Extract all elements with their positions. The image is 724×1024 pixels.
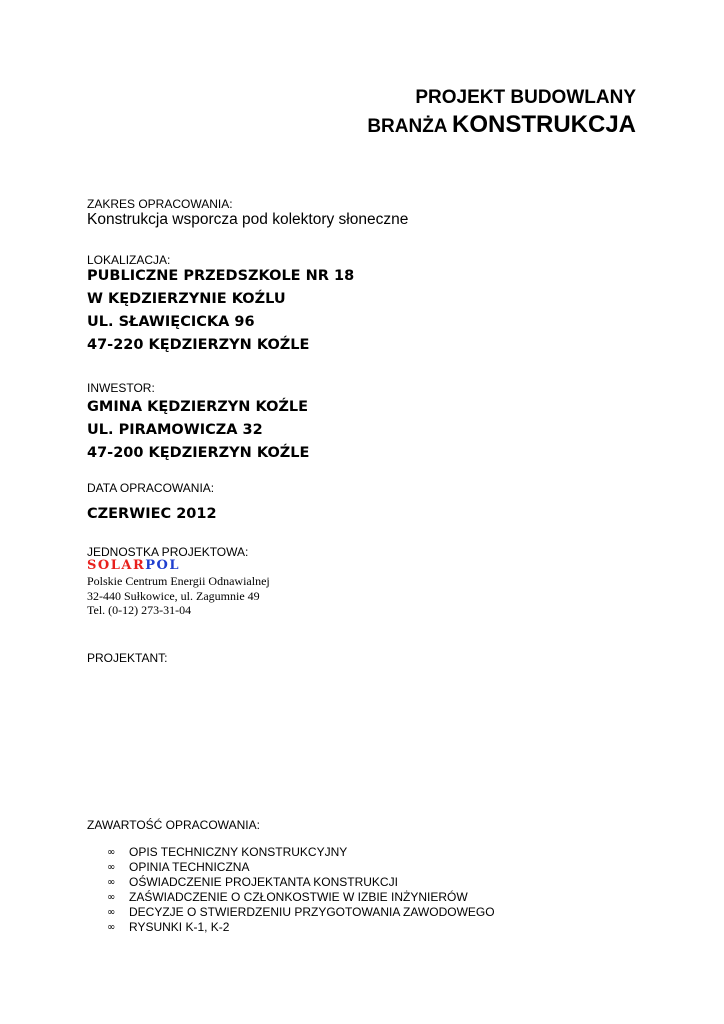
list-item	[107, 890, 495, 905]
contents-list	[107, 845, 495, 935]
list-item	[107, 905, 495, 920]
list-item-label: ZAŚWIADCZENIE O CZŁONKOSTWIE W IZBIE INŻYNIERÓW	[129, 890, 468, 904]
list-item-label: RYSUNKI K-1, K-2	[129, 920, 230, 934]
list-item	[107, 920, 495, 935]
list-item-label: OŚWIADCZENIE PROJEKTANTA KONSTRUKCJI	[129, 875, 398, 889]
infinity-bullet-icon: ∞	[107, 877, 116, 888]
infinity-bullet-icon: ∞	[107, 907, 116, 918]
list-item	[107, 845, 495, 860]
document-header	[367, 86, 636, 143]
header-line-2	[367, 110, 636, 143]
list-item	[107, 860, 495, 875]
company-address: 32-440 Sułkowice, ul. Zagumnie 49	[87, 588, 260, 603]
design-unit-label: JEDNOSTKA PROJEKTOWA:	[87, 545, 249, 559]
company-details	[87, 574, 270, 618]
scope-label: ZAKRES OPRACOWANIA:	[87, 197, 233, 211]
investor-label: INWESTOR:	[87, 381, 155, 395]
location-line: 47-220 KĘDZIERZYN KOŹLE	[87, 337, 310, 353]
location-line: W KĘDZIERZYNIE KOŹLU	[87, 291, 286, 307]
list-item-label: DECYZJE O STWIERDZENIU PRZYGOTOWANIA ZAWODOWEGO	[129, 905, 495, 919]
header-branch-prefix: BRANŻA	[367, 116, 448, 137]
date-label: DATA OPRACOWANIA:	[87, 481, 215, 495]
investor-line: 47-200 KĘDZIERZYN KOŹLE	[87, 445, 310, 461]
infinity-bullet-icon: ∞	[107, 847, 116, 858]
scope-value: Konstrukcja wsporcza pod kolektory słoneczne	[87, 211, 409, 228]
location-line: PUBLICZNE PRZEDSZKOLE NR 18	[87, 268, 355, 284]
investor-address	[87, 396, 309, 465]
solarpol-logo	[87, 558, 180, 574]
designer-label: PROJEKTANT:	[87, 651, 168, 665]
company-phone: Tel. (0-12) 273-31-04	[87, 603, 192, 617]
location-label: LOKALIZACJA:	[87, 253, 171, 267]
infinity-bullet-icon: ∞	[107, 922, 116, 933]
location-address	[87, 265, 354, 357]
contents-label: ZAWARTOŚĆ OPRACOWANIA:	[87, 818, 260, 832]
investor-line: GMINA KĘDZIERZYN KOŹLE	[87, 399, 309, 415]
infinity-bullet-icon: ∞	[107, 862, 116, 873]
logo-solar: SOLAR	[87, 558, 146, 573]
list-item	[107, 875, 495, 890]
date-value: CZERWIEC 2012	[87, 506, 217, 522]
list-item-label: OPINIA TECHNICZNA	[129, 860, 250, 874]
investor-line: UL. PIRAMOWICZA 32	[87, 422, 263, 438]
list-item-label: OPIS TECHNICZNY KONSTRUKCYJNY	[129, 845, 348, 859]
header-line-1: PROJEKT BUDOWLANY	[415, 87, 636, 108]
company-name: Polskie Centrum Energii Odnawialnej	[87, 574, 270, 588]
logo-pol: POL	[145, 558, 180, 573]
location-line: UL. SŁAWIĘCICKA 96	[87, 314, 255, 330]
infinity-bullet-icon: ∞	[107, 892, 116, 903]
header-branch-name: KONSTRUKCJA	[451, 111, 636, 138]
